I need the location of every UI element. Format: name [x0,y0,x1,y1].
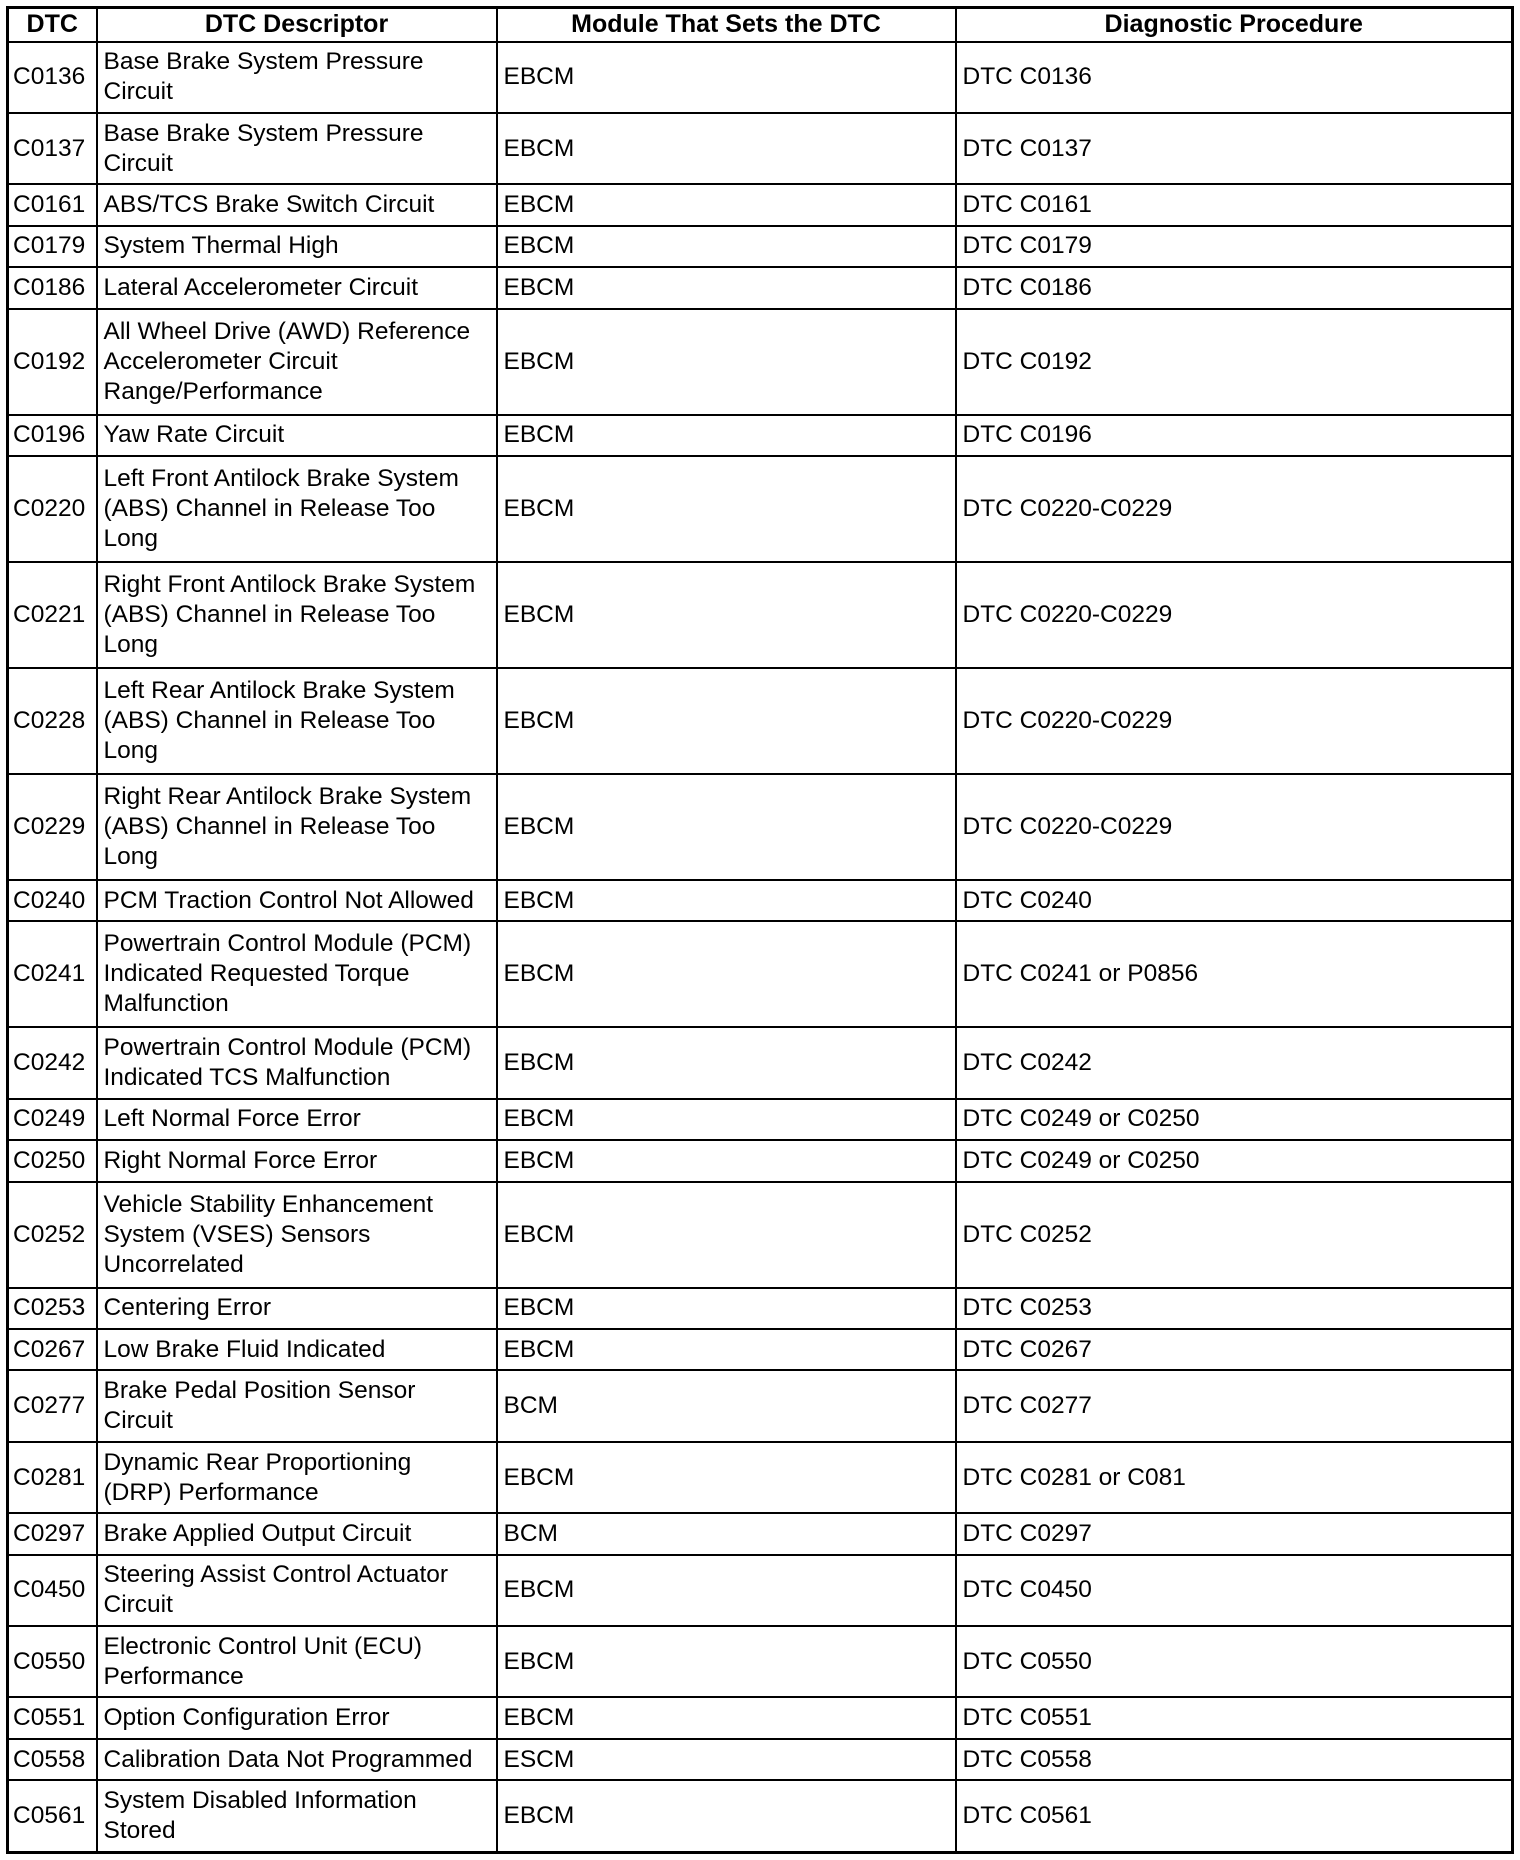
table-row [8,1182,1513,1288]
procedure-cell: DTC C0252 [956,1182,1513,1288]
dtc-code: C0196 [8,415,97,456]
module-cell: BCM [497,1513,956,1554]
descriptor-line: Right Front Antilock Brake System [103,570,476,598]
module-cell: EBCM [497,267,956,308]
dtc-code: C0249 [8,1099,97,1140]
module-cell: EBCM [497,1182,956,1288]
module-cell: EBCM [497,309,956,415]
table-row [8,267,1513,308]
procedure-cell: DTC C0241 or P0856 [956,921,1513,1027]
module-cell: EBCM [497,668,956,774]
module-cell: EBCM [497,1780,956,1852]
module-cell: EBCM [497,1027,956,1098]
table-row [8,668,1513,774]
dtc-code: C0277 [8,1370,97,1441]
table-row [8,1626,1513,1697]
dtc-descriptor [97,1780,497,1852]
table-row [8,1780,1513,1852]
dtc-descriptor [97,921,497,1027]
table-row [8,1370,1513,1441]
table-row [8,774,1513,880]
descriptor-line: Low Brake Fluid Indicated [103,1335,386,1363]
dtc-descriptor [97,1027,497,1098]
dtc-descriptor [97,774,497,880]
dtc-code: C0250 [8,1140,97,1181]
dtc-descriptor [97,1329,497,1370]
procedure-cell: DTC C0192 [956,309,1513,415]
dtc-descriptor [97,456,497,562]
descriptor-line: Lateral Accelerometer Circuit [103,273,419,301]
dtc-code: C0551 [8,1697,97,1738]
dtc-descriptor [97,113,497,184]
module-cell: EBCM [497,562,956,668]
dtc-code: C0221 [8,562,97,668]
table-row [8,42,1513,113]
dtc-code: C0229 [8,774,97,880]
dtc-code: C0220 [8,456,97,562]
descriptor-line: System Disabled Information [103,1787,417,1815]
descriptor-line: Circuit [103,1407,173,1435]
table-row [8,1288,1513,1329]
table-row [8,226,1513,267]
table-row [8,562,1513,668]
dtc-descriptor [97,1288,497,1329]
dtc-code: C0297 [8,1513,97,1554]
table-row [8,921,1513,1027]
dtc-code: C0281 [8,1442,97,1513]
table-row [8,415,1513,456]
module-cell: EBCM [497,1099,956,1140]
procedure-cell: DTC C0220-C0229 [956,774,1513,880]
descriptor-line: Powertrain Control Module (PCM) [103,1033,472,1061]
descriptor-line: Vehicle Stability Enhancement [103,1190,434,1218]
table-row [8,1329,1513,1370]
dtc-descriptor [97,184,497,225]
dtc-descriptor [97,1555,497,1626]
descriptor-line: Indicated TCS Malfunction [103,1063,391,1091]
procedure-cell: DTC C0249 or C0250 [956,1140,1513,1181]
procedure-cell: DTC C0161 [956,184,1513,225]
descriptor-line: PCM Traction Control Not Allowed [103,886,474,914]
descriptor-line: Option Configuration Error [103,1704,390,1732]
procedure-cell: DTC C0196 [956,415,1513,456]
dtc-code: C0267 [8,1329,97,1370]
descriptor-line: Long [103,525,159,553]
dtc-descriptor [97,1513,497,1554]
dtc-descriptor [97,1182,497,1288]
descriptor-line: Steering Assist Control Actuator [103,1561,449,1589]
dtc-code: C0228 [8,668,97,774]
procedure-cell: DTC C0551 [956,1697,1513,1738]
table-row [8,1513,1513,1554]
dtc-descriptor [97,562,497,668]
header-dtc: DTC [8,8,97,42]
descriptor-line: Performance [103,1662,244,1690]
descriptor-line: Base Brake System Pressure [103,48,424,76]
descriptor-line: System (VSES) Sensors [103,1220,371,1248]
table-row [8,309,1513,415]
module-cell: EBCM [497,415,956,456]
procedure-cell: DTC C0450 [956,1555,1513,1626]
descriptor-line: Circuit [103,78,173,106]
dtc-table [6,6,1514,1854]
dtc-descriptor [97,1697,497,1738]
procedure-cell: DTC C0267 [956,1329,1513,1370]
dtc-descriptor [97,309,497,415]
dtc-code: C0253 [8,1288,97,1329]
descriptor-line: Indicated Requested Torque [103,960,410,988]
descriptor-line: Brake Applied Output Circuit [103,1519,412,1547]
dtc-code: C0252 [8,1182,97,1288]
table-row [8,113,1513,184]
module-cell: EBCM [497,42,956,113]
dtc-descriptor [97,1370,497,1441]
dtc-descriptor [97,1442,497,1513]
table-row [8,1739,1513,1780]
table-row [8,880,1513,921]
descriptor-line: Left Normal Force Error [103,1105,361,1133]
header-procedure: Diagnostic Procedure [956,8,1513,42]
module-cell: EBCM [497,774,956,880]
dtc-code: C0242 [8,1027,97,1098]
table-row [8,1697,1513,1738]
module-cell: EBCM [497,1442,956,1513]
descriptor-line: (ABS) Channel in Release Too [103,706,436,734]
procedure-cell: DTC C0137 [956,113,1513,184]
dtc-code: C0161 [8,184,97,225]
descriptor-line: Electronic Control Unit (ECU) [103,1632,423,1660]
descriptor-line: Long [103,630,159,658]
module-cell: EBCM [497,184,956,225]
dtc-descriptor [97,1099,497,1140]
dtc-descriptor [97,1626,497,1697]
module-cell: EBCM [497,113,956,184]
module-cell: EBCM [497,1626,956,1697]
table-row [8,1140,1513,1181]
descriptor-line: Right Normal Force Error [103,1146,378,1174]
header-descriptor: DTC Descriptor [97,8,497,42]
procedure-cell: DTC C0277 [956,1370,1513,1441]
procedure-cell: DTC C0281 or C081 [956,1442,1513,1513]
dtc-code: C0558 [8,1739,97,1780]
table-row [8,1099,1513,1140]
descriptor-line: Yaw Rate Circuit [103,421,285,449]
descriptor-line: Base Brake System Pressure [103,119,424,147]
module-cell: EBCM [497,1697,956,1738]
table-row [8,1442,1513,1513]
procedure-cell: DTC C0240 [956,880,1513,921]
descriptor-line: Centering Error [103,1294,271,1322]
procedure-cell: DTC C0186 [956,267,1513,308]
module-cell: EBCM [497,880,956,921]
descriptor-line: Stored [103,1817,176,1845]
dtc-descriptor [97,1140,497,1181]
dtc-code: C0137 [8,113,97,184]
module-cell: EBCM [497,1140,956,1181]
procedure-cell: DTC C0550 [956,1626,1513,1697]
procedure-cell: DTC C0136 [956,42,1513,113]
descriptor-line: Powertrain Control Module (PCM) [103,930,472,958]
descriptor-line: Malfunction [103,990,229,1018]
module-cell: EBCM [497,1329,956,1370]
dtc-descriptor [97,415,497,456]
dtc-code: C0450 [8,1555,97,1626]
table-row [8,1555,1513,1626]
table-row [8,1027,1513,1098]
procedure-cell: DTC C0253 [956,1288,1513,1329]
dtc-code: C0550 [8,1626,97,1697]
descriptor-line: ABS/TCS Brake Switch Circuit [103,191,435,218]
dtc-descriptor [97,1739,497,1780]
descriptor-line: All Wheel Drive (AWD) Reference [103,317,471,345]
module-cell: EBCM [497,456,956,562]
dtc-descriptor [97,226,497,267]
descriptor-line: Right Rear Antilock Brake System [103,782,472,810]
descriptor-line: (ABS) Channel in Release Too [103,812,436,840]
procedure-cell: DTC C0561 [956,1780,1513,1852]
descriptor-line: Uncorrelated [103,1250,244,1278]
procedure-cell: DTC C0220-C0229 [956,456,1513,562]
descriptor-line: Calibration Data Not Programmed [103,1745,473,1773]
module-cell: EBCM [497,1555,956,1626]
table-row [8,184,1513,225]
descriptor-line: Left Front Antilock Brake System [103,465,459,493]
descriptor-line: Circuit [103,149,173,177]
dtc-code: C0240 [8,880,97,921]
procedure-cell: DTC C0220-C0229 [956,668,1513,774]
module-cell: EBCM [497,226,956,267]
header-row [8,8,1513,42]
dtc-code: C0186 [8,267,97,308]
table-body [8,42,1513,1853]
module-cell: BCM [497,1370,956,1441]
dtc-code: C0241 [8,921,97,1027]
module-cell: EBCM [497,1288,956,1329]
descriptor-line: (ABS) Channel in Release Too [103,600,436,628]
procedure-cell: DTC C0179 [956,226,1513,267]
table-row [8,456,1513,562]
procedure-cell: DTC C0558 [956,1739,1513,1780]
procedure-cell: DTC C0242 [956,1027,1513,1098]
descriptor-line: (ABS) Channel in Release Too [103,495,436,523]
descriptor-line: Accelerometer Circuit [103,347,338,375]
module-cell: EBCM [497,921,956,1027]
procedure-cell: DTC C0297 [956,1513,1513,1554]
descriptor-line: Circuit [103,1591,173,1619]
module-cell: ESCM [497,1739,956,1780]
descriptor-line: System Thermal High [103,232,339,260]
dtc-code: C0561 [8,1780,97,1852]
dtc-descriptor [97,267,497,308]
descriptor-line: Left Rear Antilock Brake System [103,676,455,704]
dtc-code: C0192 [8,309,97,415]
descriptor-line: Dynamic Rear Proportioning [103,1448,412,1476]
descriptor-line: Long [103,736,159,764]
descriptor-line: Long [103,842,159,870]
descriptor-line: (DRP) Performance [103,1478,319,1506]
descriptor-line: Brake Pedal Position Sensor [103,1377,416,1405]
dtc-descriptor [97,880,497,921]
procedure-cell: DTC C0249 or C0250 [956,1099,1513,1140]
header-module: Module That Sets the DTC [497,8,956,42]
dtc-code: C0179 [8,226,97,267]
dtc-code: C0136 [8,42,97,113]
procedure-cell: DTC C0220-C0229 [956,562,1513,668]
dtc-descriptor [97,668,497,774]
descriptor-line: Range/Performance [103,377,323,405]
dtc-descriptor [97,42,497,113]
